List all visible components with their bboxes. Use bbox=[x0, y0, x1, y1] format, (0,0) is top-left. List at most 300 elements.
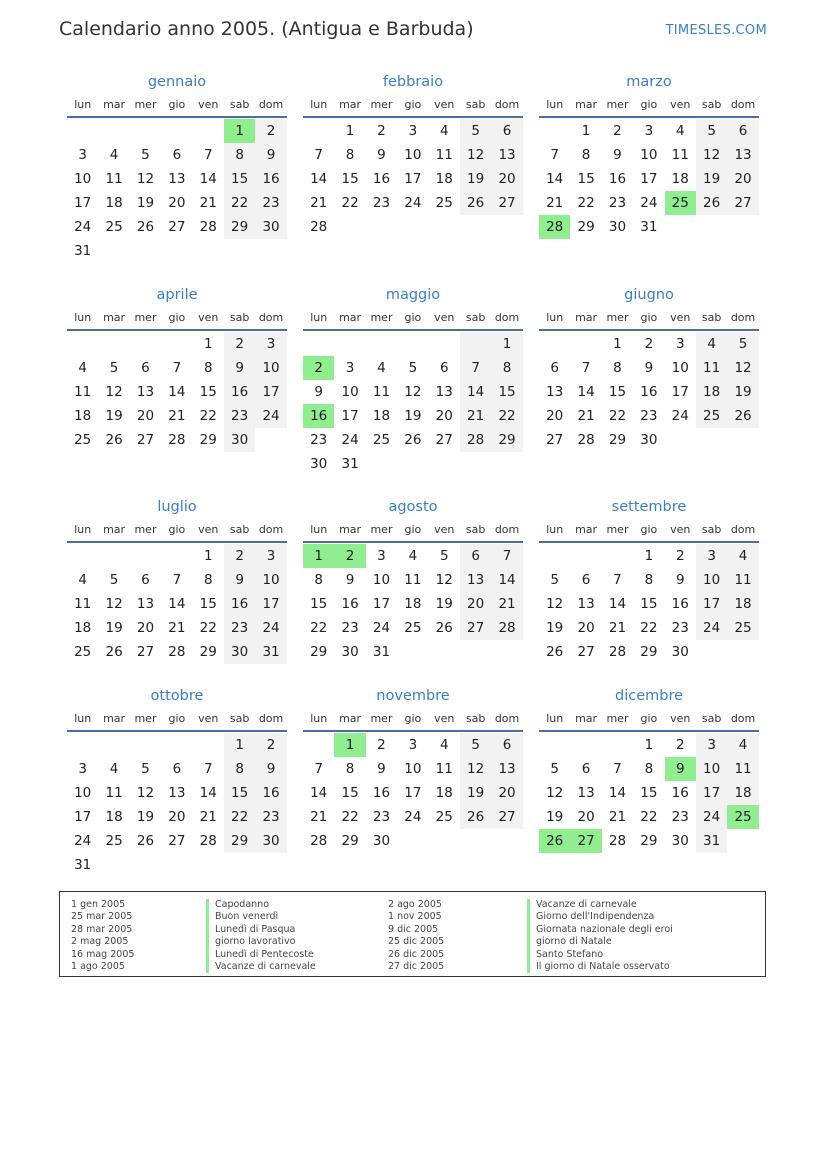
weekday-header bbox=[67, 94, 287, 118]
empty-cell bbox=[570, 544, 601, 568]
day-cell: 9 bbox=[613, 147, 622, 163]
weekday-label: lun bbox=[310, 98, 328, 111]
day-cell: 31 bbox=[341, 456, 359, 472]
day-cell: 19 bbox=[435, 596, 453, 612]
weekday-label: sab bbox=[701, 712, 722, 725]
legend-entry: Il giorno di Natale osservato bbox=[527, 961, 673, 973]
empty-cell bbox=[303, 332, 334, 356]
weekday-label: ven bbox=[670, 311, 691, 324]
day-cell: 3 bbox=[78, 147, 87, 163]
day-cell: 1 bbox=[644, 548, 654, 564]
day-cell: 4 bbox=[109, 761, 119, 777]
day-cell: 9 bbox=[377, 761, 386, 777]
empty-cell bbox=[161, 119, 192, 143]
day-cell: 7 bbox=[172, 360, 182, 376]
day-grid bbox=[67, 332, 287, 452]
empty-cell bbox=[334, 332, 365, 356]
empty-cell bbox=[98, 119, 129, 143]
day-cell: 14 bbox=[608, 596, 627, 612]
day-cell: 3 bbox=[696, 733, 727, 757]
day-cell: 23 bbox=[372, 809, 391, 825]
weekday-header bbox=[303, 307, 523, 331]
weekday-label: dom bbox=[494, 523, 520, 536]
day-cell: 4 bbox=[439, 737, 449, 753]
site-link[interactable]: TIMESLES.COM bbox=[665, 23, 767, 38]
day-cell: 14 bbox=[168, 596, 186, 612]
day-grid bbox=[303, 332, 523, 476]
day-cell: 12 bbox=[546, 785, 564, 801]
day-cell: 13 bbox=[136, 384, 155, 400]
day-cell: 2 bbox=[255, 119, 286, 143]
day-cell: 28 bbox=[168, 644, 186, 660]
day-cell: 25 bbox=[74, 432, 92, 448]
weekday-label: mer bbox=[606, 712, 629, 725]
day-cell: 13 bbox=[577, 596, 595, 612]
weekday-label: gio bbox=[404, 311, 422, 324]
day-cell: 28 bbox=[310, 833, 328, 849]
day-cell: 9 bbox=[255, 143, 286, 167]
weekday-label: ven bbox=[198, 311, 219, 324]
day-cell: 12 bbox=[404, 384, 422, 400]
day-cell: 9 bbox=[377, 147, 386, 163]
day-cell: 8 bbox=[203, 572, 213, 588]
day-cell: 31 bbox=[696, 829, 727, 853]
day-cell: 5 bbox=[696, 119, 727, 143]
day-cell: 26 bbox=[546, 644, 564, 660]
month-febbraio bbox=[303, 70, 523, 239]
day-cell: 16 bbox=[640, 384, 658, 400]
legend-entry: Santo Stefano bbox=[527, 949, 673, 961]
weekday-label: sab bbox=[465, 712, 486, 725]
day-cell: 15 bbox=[608, 384, 627, 400]
day-cell: 21 bbox=[310, 809, 328, 825]
day-cell: 16 bbox=[671, 785, 689, 801]
day-cell: 19 bbox=[404, 408, 422, 424]
empty-cell bbox=[130, 733, 161, 757]
day-cell: 21 bbox=[199, 195, 217, 211]
weekday-label: gio bbox=[168, 98, 186, 111]
holiday-day-cell: 26 bbox=[539, 829, 570, 853]
day-cell: 28 bbox=[608, 833, 627, 849]
weekday-label: mar bbox=[103, 311, 126, 324]
month-ottobre bbox=[67, 684, 287, 877]
weekday-label: sab bbox=[229, 98, 250, 111]
day-cell: 15 bbox=[224, 167, 255, 191]
day-cell: 12 bbox=[546, 596, 564, 612]
day-cell: 8 bbox=[314, 572, 323, 588]
legend-entry: 16 mag 2005 bbox=[71, 948, 135, 960]
empty-cell bbox=[429, 332, 460, 356]
weekday-label: dom bbox=[258, 523, 284, 536]
day-cell: 13 bbox=[491, 757, 522, 781]
day-cell: 7 bbox=[581, 360, 591, 376]
weekday-label: mar bbox=[339, 712, 362, 725]
month-name: febbraio bbox=[382, 74, 444, 90]
empty-cell bbox=[67, 733, 98, 757]
weekday-label: mer bbox=[370, 98, 393, 111]
day-cell: 8 bbox=[224, 757, 255, 781]
day-cell: 12 bbox=[136, 171, 155, 187]
legend-dates-right bbox=[388, 899, 444, 973]
day-cell: 18 bbox=[727, 781, 758, 805]
empty-cell bbox=[161, 733, 192, 757]
day-cell: 20 bbox=[168, 195, 186, 211]
day-cell: 4 bbox=[727, 544, 758, 568]
legend-entry: 1 nov 2005 bbox=[388, 911, 442, 923]
day-cell: 26 bbox=[727, 404, 758, 428]
day-cell: 5 bbox=[408, 360, 418, 376]
day-cell: 9 bbox=[255, 757, 286, 781]
weekday-label: dom bbox=[258, 98, 284, 111]
day-cell: 19 bbox=[546, 620, 564, 636]
weekday-label: mar bbox=[339, 311, 362, 324]
day-cell: 2 bbox=[644, 336, 654, 352]
day-cell: 11 bbox=[671, 147, 689, 163]
weekday-label: mar bbox=[575, 523, 598, 536]
holiday-day-cell: 28 bbox=[539, 215, 570, 239]
day-cell: 14 bbox=[168, 384, 186, 400]
day-grid bbox=[303, 119, 523, 239]
weekday-header bbox=[539, 519, 759, 543]
day-cell: 27 bbox=[435, 432, 453, 448]
day-grid bbox=[67, 733, 287, 877]
day-cell: 22 bbox=[577, 195, 595, 211]
holiday-day-cell: 25 bbox=[727, 805, 758, 829]
month-name: marzo bbox=[626, 74, 672, 90]
day-cell: 15 bbox=[341, 171, 359, 187]
day-cell: 21 bbox=[608, 620, 627, 636]
day-cell: 17 bbox=[696, 592, 727, 616]
day-cell: 1 bbox=[345, 123, 355, 139]
day-cell: 15 bbox=[491, 380, 522, 404]
day-cell: 11 bbox=[74, 596, 92, 612]
empty-cell bbox=[130, 119, 161, 143]
day-cell: 22 bbox=[640, 620, 658, 636]
day-cell: 20 bbox=[546, 408, 564, 424]
day-cell: 7 bbox=[314, 147, 323, 163]
month-maggio bbox=[303, 283, 523, 476]
weekday-label: lun bbox=[74, 712, 92, 725]
day-cell: 3 bbox=[345, 360, 355, 376]
day-cell: 23 bbox=[255, 191, 286, 215]
month-name: maggio bbox=[385, 287, 441, 303]
month-name: novembre bbox=[376, 688, 450, 704]
day-cell: 9 bbox=[675, 572, 685, 588]
day-cell: 18 bbox=[404, 596, 422, 612]
day-cell: 26 bbox=[435, 620, 453, 636]
day-cell: 8 bbox=[491, 356, 522, 380]
day-cell: 18 bbox=[105, 195, 123, 211]
day-cell: 20 bbox=[491, 781, 522, 805]
holiday-day-cell: 2 bbox=[334, 544, 365, 568]
day-cell: 27 bbox=[727, 191, 758, 215]
weekday-label: gio bbox=[640, 523, 658, 536]
holiday-day-cell: 27 bbox=[570, 829, 601, 853]
day-cell: 8 bbox=[644, 572, 654, 588]
day-cell: 8 bbox=[613, 360, 622, 376]
day-cell: 10 bbox=[74, 171, 92, 187]
weekday-label: sab bbox=[465, 311, 486, 324]
day-cell: 27 bbox=[168, 219, 186, 235]
legend-entry: 28 mar 2005 bbox=[71, 923, 133, 935]
day-cell: 13 bbox=[168, 785, 186, 801]
day-cell: 2 bbox=[224, 544, 255, 568]
day-cell: 6 bbox=[581, 572, 591, 588]
day-cell: 3 bbox=[78, 761, 87, 777]
weekday-label: gio bbox=[168, 523, 186, 536]
day-cell: 19 bbox=[105, 620, 123, 636]
day-cell: 24 bbox=[671, 408, 689, 424]
holiday-day-cell: 1 bbox=[224, 119, 255, 143]
legend-entry: giorno di Natale bbox=[527, 936, 673, 948]
weekday-label: ven bbox=[670, 98, 691, 111]
day-cell: 21 bbox=[460, 404, 491, 428]
day-cell: 30 bbox=[341, 644, 359, 660]
day-cell: 5 bbox=[439, 548, 449, 564]
weekday-label: mer bbox=[370, 712, 393, 725]
weekday-label: gio bbox=[404, 712, 422, 725]
month-name: luglio bbox=[157, 499, 197, 515]
weekday-label: ven bbox=[670, 712, 691, 725]
month-name: giugno bbox=[624, 287, 674, 303]
day-cell: 20 bbox=[168, 809, 186, 825]
day-cell: 22 bbox=[341, 809, 359, 825]
day-cell: 20 bbox=[136, 408, 155, 424]
day-cell: 19 bbox=[136, 809, 155, 825]
day-cell: 20 bbox=[577, 620, 595, 636]
empty-cell bbox=[539, 332, 570, 356]
day-cell: 26 bbox=[696, 191, 727, 215]
weekday-header bbox=[539, 708, 759, 732]
month-name: settembre bbox=[611, 499, 687, 515]
weekday-label: dom bbox=[730, 712, 756, 725]
day-cell: 24 bbox=[74, 833, 92, 849]
day-cell: 25 bbox=[105, 833, 123, 849]
day-cell: 17 bbox=[696, 781, 727, 805]
day-cell: 17 bbox=[404, 785, 422, 801]
empty-cell bbox=[460, 332, 491, 356]
legend-entry: 26 dic 2005 bbox=[388, 948, 445, 960]
weekday-label: mar bbox=[103, 712, 126, 725]
weekday-header bbox=[67, 519, 287, 543]
day-cell: 29 bbox=[577, 219, 595, 235]
holiday-day-cell: 9 bbox=[665, 757, 696, 781]
day-cell: 11 bbox=[105, 785, 123, 801]
weekday-label: ven bbox=[198, 98, 219, 111]
legend-entry: Lunedì di Pentecoste bbox=[206, 949, 316, 961]
day-cell: 14 bbox=[577, 384, 595, 400]
day-cell: 18 bbox=[372, 408, 391, 424]
weekday-label: mer bbox=[134, 98, 157, 111]
day-cell: 14 bbox=[199, 785, 217, 801]
day-cell: 5 bbox=[109, 360, 119, 376]
day-cell: 3 bbox=[696, 544, 727, 568]
day-cell: 19 bbox=[727, 380, 758, 404]
weekday-label: mer bbox=[134, 712, 157, 725]
weekday-header bbox=[67, 708, 287, 732]
day-cell: 6 bbox=[491, 733, 522, 757]
day-cell: 3 bbox=[408, 123, 418, 139]
weekday-label: gio bbox=[404, 523, 422, 536]
day-cell: 9 bbox=[224, 568, 255, 592]
day-cell: 23 bbox=[255, 805, 286, 829]
day-cell: 10 bbox=[255, 356, 286, 380]
day-cell: 22 bbox=[199, 408, 217, 424]
day-cell: 3 bbox=[408, 737, 418, 753]
weekday-label: dom bbox=[494, 712, 520, 725]
day-cell: 25 bbox=[435, 809, 453, 825]
day-cell: 11 bbox=[404, 572, 422, 588]
day-cell: 26 bbox=[105, 644, 123, 660]
day-cell: 3 bbox=[675, 336, 685, 352]
day-cell: 17 bbox=[74, 195, 92, 211]
day-grid bbox=[303, 733, 523, 853]
day-cell: 20 bbox=[460, 592, 491, 616]
day-cell: 11 bbox=[727, 757, 758, 781]
day-cell: 12 bbox=[136, 785, 155, 801]
day-cell: 2 bbox=[377, 737, 386, 753]
weekday-label: dom bbox=[730, 523, 756, 536]
weekday-label: mar bbox=[103, 523, 126, 536]
day-cell: 20 bbox=[727, 167, 758, 191]
day-cell: 21 bbox=[199, 809, 217, 825]
day-cell: 14 bbox=[310, 171, 328, 187]
day-cell: 26 bbox=[136, 219, 155, 235]
day-cell: 29 bbox=[491, 428, 522, 452]
month-name: ottobre bbox=[150, 688, 204, 704]
day-cell: 30 bbox=[640, 432, 658, 448]
day-cell: 6 bbox=[141, 360, 150, 376]
day-cell: 16 bbox=[608, 171, 627, 187]
day-cell: 31 bbox=[255, 640, 286, 664]
empty-cell bbox=[67, 544, 98, 568]
day-cell: 7 bbox=[613, 572, 622, 588]
weekday-label: lun bbox=[310, 311, 328, 324]
day-cell: 16 bbox=[341, 596, 359, 612]
weekday-label: dom bbox=[494, 311, 520, 324]
day-cell: 1 bbox=[581, 123, 591, 139]
day-cell: 22 bbox=[491, 404, 522, 428]
day-cell: 10 bbox=[696, 757, 727, 781]
day-cell: 30 bbox=[224, 640, 255, 664]
weekday-label: gio bbox=[640, 311, 658, 324]
weekday-header bbox=[303, 94, 523, 118]
day-cell: 10 bbox=[671, 360, 689, 376]
day-cell: 10 bbox=[255, 568, 286, 592]
month-marzo bbox=[539, 70, 759, 239]
weekday-label: ven bbox=[670, 523, 691, 536]
legend-entry: Giorno dell'Indipendenza bbox=[527, 911, 673, 923]
day-cell: 21 bbox=[491, 592, 522, 616]
day-cell: 28 bbox=[460, 428, 491, 452]
legend-entry: 2 ago 2005 bbox=[388, 899, 442, 910]
day-cell: 16 bbox=[255, 167, 286, 191]
day-cell: 11 bbox=[435, 761, 453, 777]
day-cell: 10 bbox=[341, 384, 359, 400]
day-cell: 12 bbox=[105, 384, 123, 400]
day-cell: 11 bbox=[435, 147, 453, 163]
day-cell: 29 bbox=[224, 215, 255, 239]
day-cell: 7 bbox=[203, 761, 213, 777]
day-cell: 23 bbox=[671, 809, 689, 825]
empty-cell bbox=[130, 332, 161, 356]
day-cell: 28 bbox=[608, 644, 627, 660]
day-cell: 18 bbox=[671, 171, 689, 187]
empty-cell bbox=[67, 332, 98, 356]
day-cell: 25 bbox=[435, 195, 453, 211]
day-cell: 6 bbox=[550, 360, 559, 376]
day-cell: 12 bbox=[460, 757, 491, 781]
page-title: Calendario anno 2005. (Antigua e Barbuda) bbox=[59, 18, 474, 40]
day-cell: 25 bbox=[404, 620, 422, 636]
day-cell: 5 bbox=[141, 761, 150, 777]
day-cell: 11 bbox=[727, 568, 758, 592]
empty-cell bbox=[303, 119, 334, 143]
day-cell: 15 bbox=[199, 384, 217, 400]
day-cell: 7 bbox=[613, 761, 622, 777]
month-name: aprile bbox=[156, 287, 198, 303]
day-cell: 28 bbox=[577, 432, 595, 448]
weekday-label: mer bbox=[370, 311, 393, 324]
day-cell: 15 bbox=[640, 785, 658, 801]
day-cell: 18 bbox=[105, 809, 123, 825]
day-cell: 28 bbox=[199, 219, 217, 235]
day-cell: 29 bbox=[640, 833, 658, 849]
day-cell: 23 bbox=[310, 432, 328, 448]
weekday-label: mer bbox=[370, 523, 393, 536]
legend-entry: Giornata nazionale degli eroi bbox=[527, 924, 673, 936]
legend-entry: 1 gen 2005 bbox=[71, 899, 126, 910]
day-cell: 7 bbox=[460, 356, 491, 380]
day-cell: 6 bbox=[460, 544, 491, 568]
weekday-label: sab bbox=[701, 523, 722, 536]
day-cell: 28 bbox=[310, 219, 328, 235]
day-cell: 4 bbox=[675, 123, 685, 139]
legend-entry: 9 dic 2005 bbox=[388, 923, 439, 935]
weekday-label: sab bbox=[701, 311, 722, 324]
day-cell: 29 bbox=[341, 833, 359, 849]
day-cell: 29 bbox=[608, 432, 627, 448]
day-cell: 31 bbox=[74, 857, 92, 873]
day-cell: 7 bbox=[491, 544, 522, 568]
day-cell: 13 bbox=[546, 384, 564, 400]
day-cell: 14 bbox=[491, 568, 522, 592]
day-cell: 7 bbox=[550, 147, 559, 163]
day-cell: 24 bbox=[74, 219, 92, 235]
weekday-label: lun bbox=[74, 523, 92, 536]
legend-entry: Vacanze di carnevale bbox=[206, 961, 316, 973]
day-cell: 5 bbox=[550, 572, 559, 588]
day-cell: 27 bbox=[136, 644, 155, 660]
day-cell: 22 bbox=[341, 195, 359, 211]
day-cell: 7 bbox=[172, 572, 182, 588]
empty-cell bbox=[397, 332, 428, 356]
day-cell: 27 bbox=[546, 432, 564, 448]
weekday-label: lun bbox=[74, 98, 92, 111]
day-cell: 23 bbox=[608, 195, 627, 211]
day-cell: 13 bbox=[577, 785, 595, 801]
day-cell: 30 bbox=[224, 428, 255, 452]
day-cell: 27 bbox=[460, 616, 491, 640]
day-cell: 12 bbox=[435, 572, 453, 588]
weekday-label: gio bbox=[168, 311, 186, 324]
day-cell: 15 bbox=[310, 596, 328, 612]
day-cell: 16 bbox=[224, 380, 255, 404]
day-cell: 24 bbox=[404, 809, 422, 825]
legend-entry: Capodanno bbox=[206, 899, 316, 911]
day-cell: 22 bbox=[224, 805, 255, 829]
day-cell: 13 bbox=[435, 384, 453, 400]
